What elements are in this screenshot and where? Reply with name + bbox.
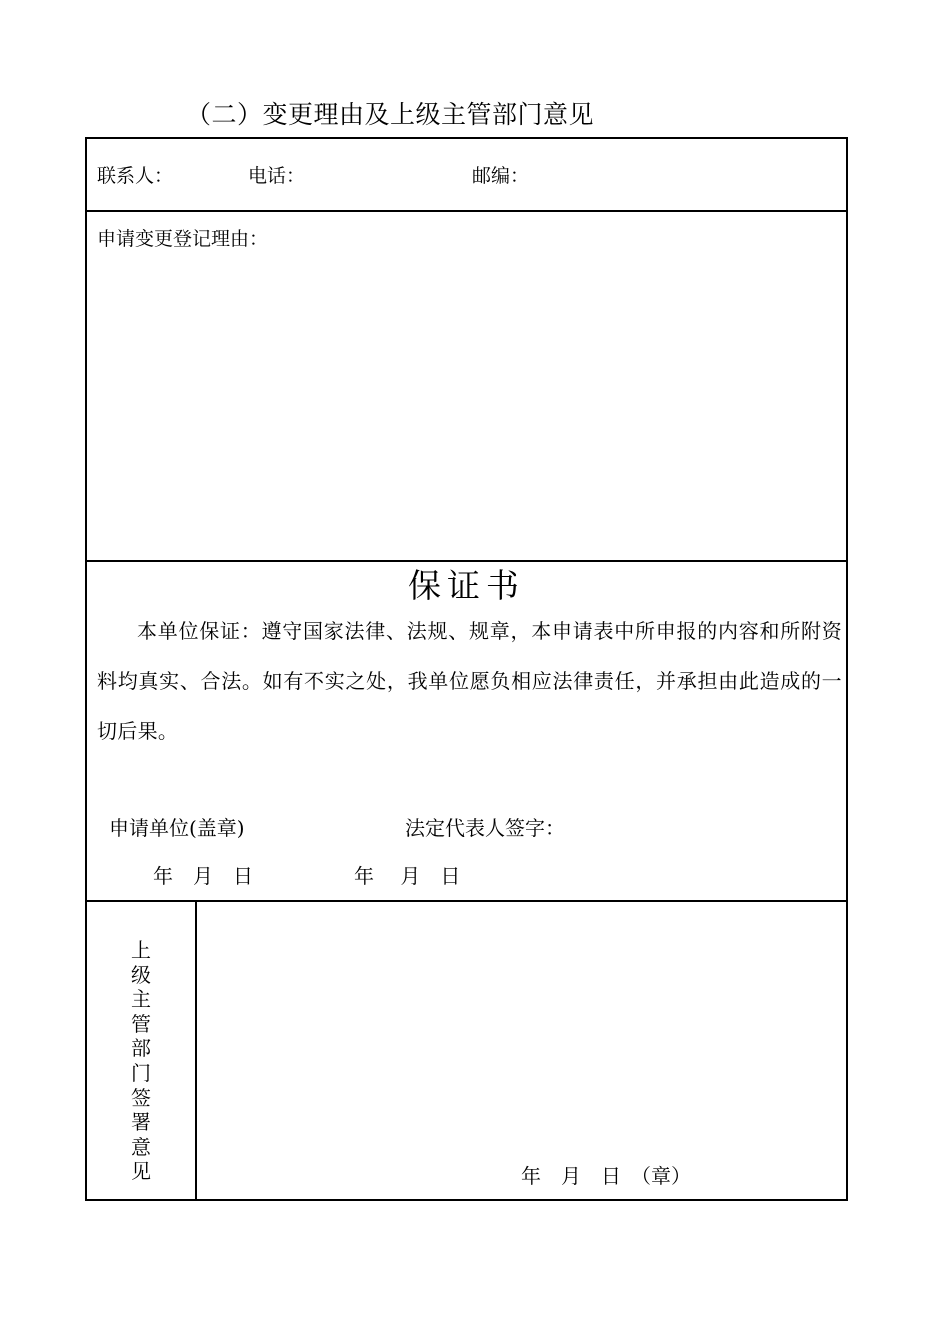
superior-opinion-row	[87, 902, 846, 1199]
legal-rep-signature-label: 法定代表人签字：	[405, 816, 565, 840]
guarantee-section	[87, 562, 846, 902]
superior-opinion-label: 上级主管部门签署意见	[131, 938, 151, 1184]
phone-label: 电话：	[248, 165, 306, 187]
page-title: （二）变更理由及上级主管部门意见	[186, 100, 595, 129]
change-form-table	[85, 137, 848, 1201]
guarantee-title: 保证书	[408, 566, 525, 605]
change-reason-label: 申请变更登记理由：	[97, 228, 269, 250]
legal-rep-date: 年 月 日	[354, 864, 461, 888]
applicant-seal-label: 申请单位(盖章)	[109, 816, 245, 840]
guarantee-body: 本单位保证：遵守国家法律、法规、规章，本申请表中所申报的内容和所附资料均真实、合法。如有不实之处，我单位愿负相应法律责任，并承担由此造成的一切后果。	[97, 619, 842, 743]
superior-label-cell	[87, 902, 197, 1199]
postcode-label: 邮编：	[472, 165, 530, 187]
change-reason-row	[87, 212, 846, 562]
applicant-date: 年 月 日	[153, 864, 253, 888]
superior-date-seal: 年 月 日 （章）	[521, 1164, 691, 1188]
contact-row	[87, 139, 846, 212]
contact-person-label: 联系人：	[97, 165, 174, 187]
